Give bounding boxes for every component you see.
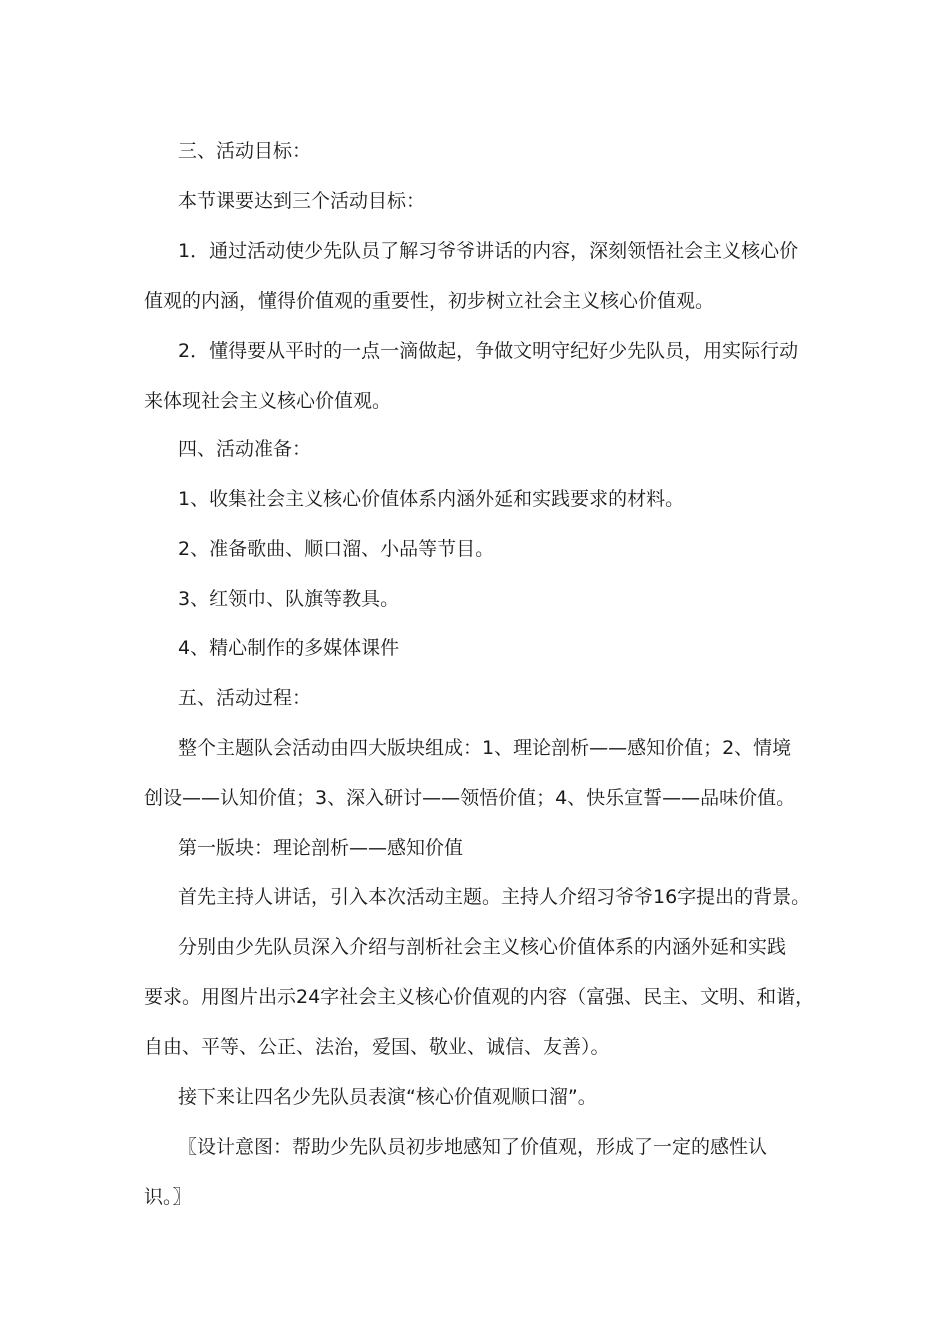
paragraph-line: 首先主持人讲话，引入本次活动主题。主持人介绍习爷爷16字提出的背景。 [178,886,811,908]
list-item: 4、精心制作的多媒体课件 [178,637,400,659]
paragraph-line: 分别由少先队员深入介绍与剖析社会主义核心价值体系的内涵外延和实践 [178,936,787,958]
section-heading-preparation: 四、活动准备： [178,438,312,460]
section-heading-goals: 三、活动目标： [178,140,312,162]
list-item: 2、准备歌曲、顺口溜、小品等节目。 [178,538,495,560]
paragraph-line: 创设——认知价值；3、深入研讨——领悟价值；4、快乐宣誓——品味价值。 [144,787,796,809]
paragraph-line: 来体现社会主义核心价值观。 [144,390,392,412]
list-item: 1、收集社会主义核心价值体系内涵外延和实践要求的材料。 [178,488,685,510]
paragraph-line: 本节课要达到三个活动目标： [178,190,426,212]
paragraph-line: 值观的内涵，懂得价值观的重要性，初步树立社会主义核心价值观。 [144,290,715,312]
paragraph-line: 1．通过活动使少先队员了解习爷爷讲话的内容，深刻领悟社会主义核心价 [178,240,799,262]
paragraph-line: 接下来让四名少先队员表演“核心价值观顺口溜”。 [178,1086,597,1108]
paragraph-line: 自由、平等、公正、法治，爱国、敬业、诚信、友善）。 [144,1036,610,1058]
paragraph-line: 要求。用图片出示24字社会主义核心价值观的内容（富强、民主、文明、和谐， [144,986,815,1008]
section-heading-process: 五、活动过程： [178,687,312,709]
design-intent-note: 识。〗 [144,1186,192,1208]
paragraph-line: 2．懂得要从平时的一点一滴做起，争做文明守纪好少先队员，用实际行动 [178,340,799,362]
list-item: 3、红领巾、队旗等教具。 [178,588,400,610]
subsection-heading: 第一版块：理论剖析——感知价值 [178,837,464,859]
design-intent-note: 〖设计意图：帮助少先队员初步地感知了价值观，形成了一定的感性认 [178,1136,768,1158]
paragraph-line: 整个主题队会活动由四大版块组成：1、理论剖析——感知价值；2、情境 [178,737,792,759]
